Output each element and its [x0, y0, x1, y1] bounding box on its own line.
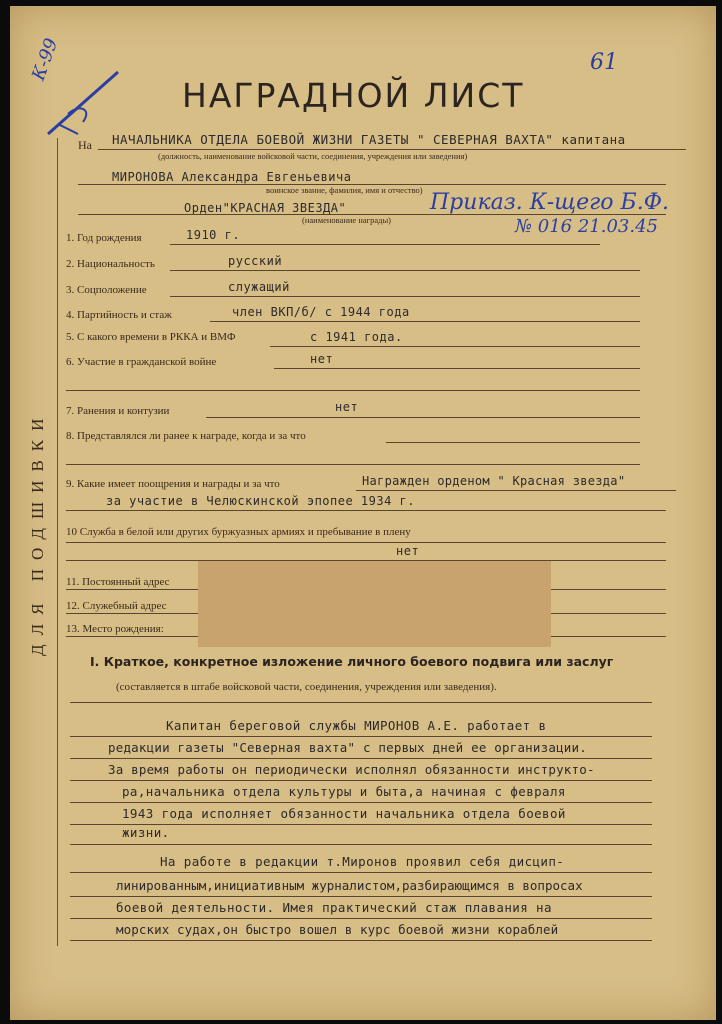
order-note: Приказ. К-щего Б.Ф.: [430, 190, 669, 215]
field-2-value: русский: [228, 254, 283, 268]
field-9-value-line2: за участие в Челюскинской эпопее 1934 г.: [106, 494, 415, 508]
field-1-value: 1910 г.: [186, 228, 241, 242]
field-9-label: 9. Какие имеет поощрения и награды и за что: [66, 478, 280, 490]
section-caption: (составляется в штабе войсковой части, соединения, учреждения или заведения).: [116, 681, 497, 693]
narrative-line-9: боевой деятельности. Имея практический стаж плавания на: [116, 900, 552, 915]
field-11-label: 11. Постоянный адрес: [66, 576, 170, 588]
award-caption: (наименование награды): [302, 215, 392, 225]
position-caption: (должность, наименование войсковой части, соединения, учреждения или заведения): [158, 151, 468, 161]
field-3-value: служащий: [228, 280, 290, 294]
field-10-label: 10 Служба в белой или других буржуазных армиях и пребывание в плену: [66, 526, 411, 538]
field-3-label: 3. Соцположение: [66, 284, 147, 296]
page-number: 61: [590, 50, 618, 75]
name-value: МИРОНОВА Александра Евгеньевича: [112, 170, 352, 184]
narrative-line-5: 1943 года исполняет обязанности начальника отдела боевой: [122, 806, 566, 821]
field-6-value: нет: [310, 352, 334, 366]
section-heading: I. Краткое, конкретное изложение личного боевого подвига или заслуг: [90, 654, 614, 669]
name-caption: воинское звание, фамилия, имя и отчество): [266, 185, 423, 195]
narrative-line-3: За время работы он периодически исполнял обязанности инструкто-: [108, 762, 595, 777]
award-value: Орден"КРАСНАЯ ЗВЕЗДА": [184, 201, 347, 215]
field-9-value: Награжден орденом " Красная звезда": [362, 474, 626, 488]
field-2-label: 2. Национальность: [66, 258, 155, 270]
order-number: № 016 21.03.45: [515, 216, 658, 237]
handwritten-note: К-99: [28, 35, 63, 84]
field-10-value: нет: [396, 544, 420, 558]
field-4-label: 4. Партийность и стаж: [66, 309, 172, 321]
field-13-label: 13. Место рождения:: [66, 623, 164, 635]
narrative-line-2: редакции газеты "Северная вахта" с первых дней ее организации.: [108, 740, 587, 755]
position-value: НАЧАЛЬНИКА ОТДЕЛА БОЕВОЙ ЖИЗНИ ГАЗЕТЫ " СЕВЕРНАЯ ВАХТА" капитана: [112, 132, 626, 147]
field-5-label: 5. С какого времени в РККА и ВМФ: [66, 331, 236, 343]
field-12-label: 12. Служебный адрес: [66, 600, 167, 612]
field-1-label: 1. Год рождения: [66, 232, 142, 244]
redacted-block: [198, 561, 551, 647]
narrative-line-7: На работе в редакции т.Миронов проявил себя дисцип-: [160, 854, 565, 869]
field-7-label: 7. Ранения и контузии: [66, 405, 170, 417]
narrative-line-8: линированным,инициативным журналистом,разбирающимся в вопросах: [116, 878, 583, 893]
narrative-line-1: Капитан береговой службы МИРОНОВ А.Е. работает в: [166, 718, 547, 733]
side-label: ДЛЯ ПОДШИВКИ: [28, 409, 47, 656]
field-8-label: 8. Представлялся ли ранее к награде, когда и за что: [66, 430, 306, 442]
field-7-value: нет: [335, 400, 359, 414]
field-4-value: член ВКП/б/ с 1944 года: [232, 305, 410, 319]
narrative-line-6: жизни.: [122, 825, 170, 840]
page-title: НАГРАДНОЙ ЛИСТ: [182, 76, 525, 115]
na-label: На: [78, 138, 92, 152]
field-6-label: 6. Участие в гражданской войне: [66, 356, 217, 368]
left-margin-rule: [57, 138, 58, 946]
award-sheet: [10, 6, 716, 1020]
narrative-line-10: морских судах,он быстро вошел в курс боевой жизни кораблей: [116, 922, 559, 937]
field-5-value: с 1941 года.: [310, 330, 403, 344]
narrative-line-4: ра,начальника отдела культуры и быта,а начиная с февраля: [122, 784, 566, 799]
